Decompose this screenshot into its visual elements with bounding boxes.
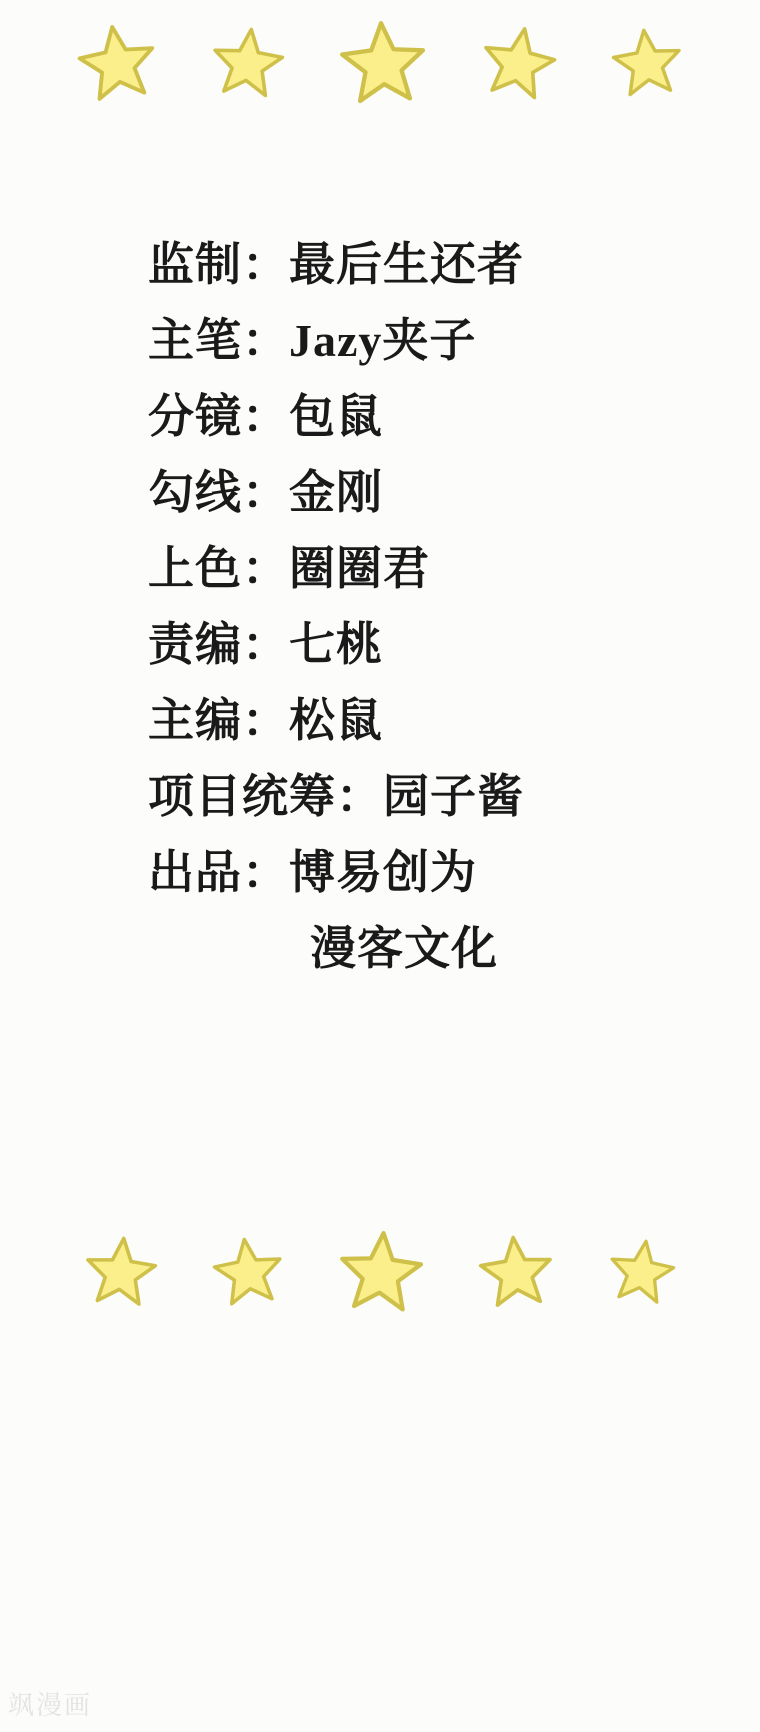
credit-name: 博易创为 bbox=[289, 847, 477, 898]
credit-line bbox=[0, 684, 760, 760]
star-icon bbox=[82, 1231, 160, 1309]
credit-name: 圈圈君 bbox=[289, 543, 430, 594]
star-icon bbox=[476, 18, 562, 104]
credit-role: 主笔： bbox=[148, 315, 289, 366]
credit-role: 勾线： bbox=[148, 467, 289, 518]
star-icon bbox=[73, 17, 161, 105]
credit-name: 松鼠 bbox=[289, 695, 383, 746]
credit-role: 项目统筹： bbox=[148, 771, 383, 822]
star-icon bbox=[609, 23, 686, 100]
star-icon bbox=[338, 16, 428, 106]
credit-role: 出品： bbox=[148, 847, 289, 898]
star-icon bbox=[605, 1233, 680, 1308]
credit-name: 包鼠 bbox=[289, 391, 383, 442]
star-icon bbox=[336, 1225, 426, 1315]
credit-line bbox=[0, 380, 760, 456]
credit-name: Jazy夹子 bbox=[289, 315, 477, 366]
credit-name: 园子酱 bbox=[383, 771, 524, 822]
watermark: 飒漫画 bbox=[8, 1690, 93, 1720]
credit-role: 分镜： bbox=[148, 391, 289, 442]
star-row-bottom bbox=[0, 1228, 760, 1312]
credit-line bbox=[0, 532, 760, 608]
credit-name: 漫客文化 bbox=[310, 923, 498, 974]
credit-name: 最后生还者 bbox=[289, 239, 524, 290]
credit-name: 金刚 bbox=[289, 467, 383, 518]
credit-name: 七桃 bbox=[289, 619, 383, 670]
credit-line bbox=[0, 228, 760, 304]
credit-role: 监制： bbox=[148, 239, 289, 290]
credits-list bbox=[0, 228, 760, 988]
credit-role: 责编： bbox=[148, 619, 289, 670]
star-icon bbox=[208, 21, 287, 100]
credit-line bbox=[0, 608, 760, 684]
credit-line bbox=[0, 836, 760, 912]
star-row-top bbox=[0, 18, 760, 104]
credit-role: 主编： bbox=[148, 695, 289, 746]
star-icon bbox=[476, 1230, 556, 1310]
credit-line bbox=[0, 456, 760, 532]
star-icon bbox=[209, 1231, 287, 1309]
credit-line bbox=[0, 760, 760, 836]
credit-line bbox=[0, 304, 760, 380]
credit-line bbox=[0, 912, 760, 988]
credit-role: 上色： bbox=[148, 543, 289, 594]
